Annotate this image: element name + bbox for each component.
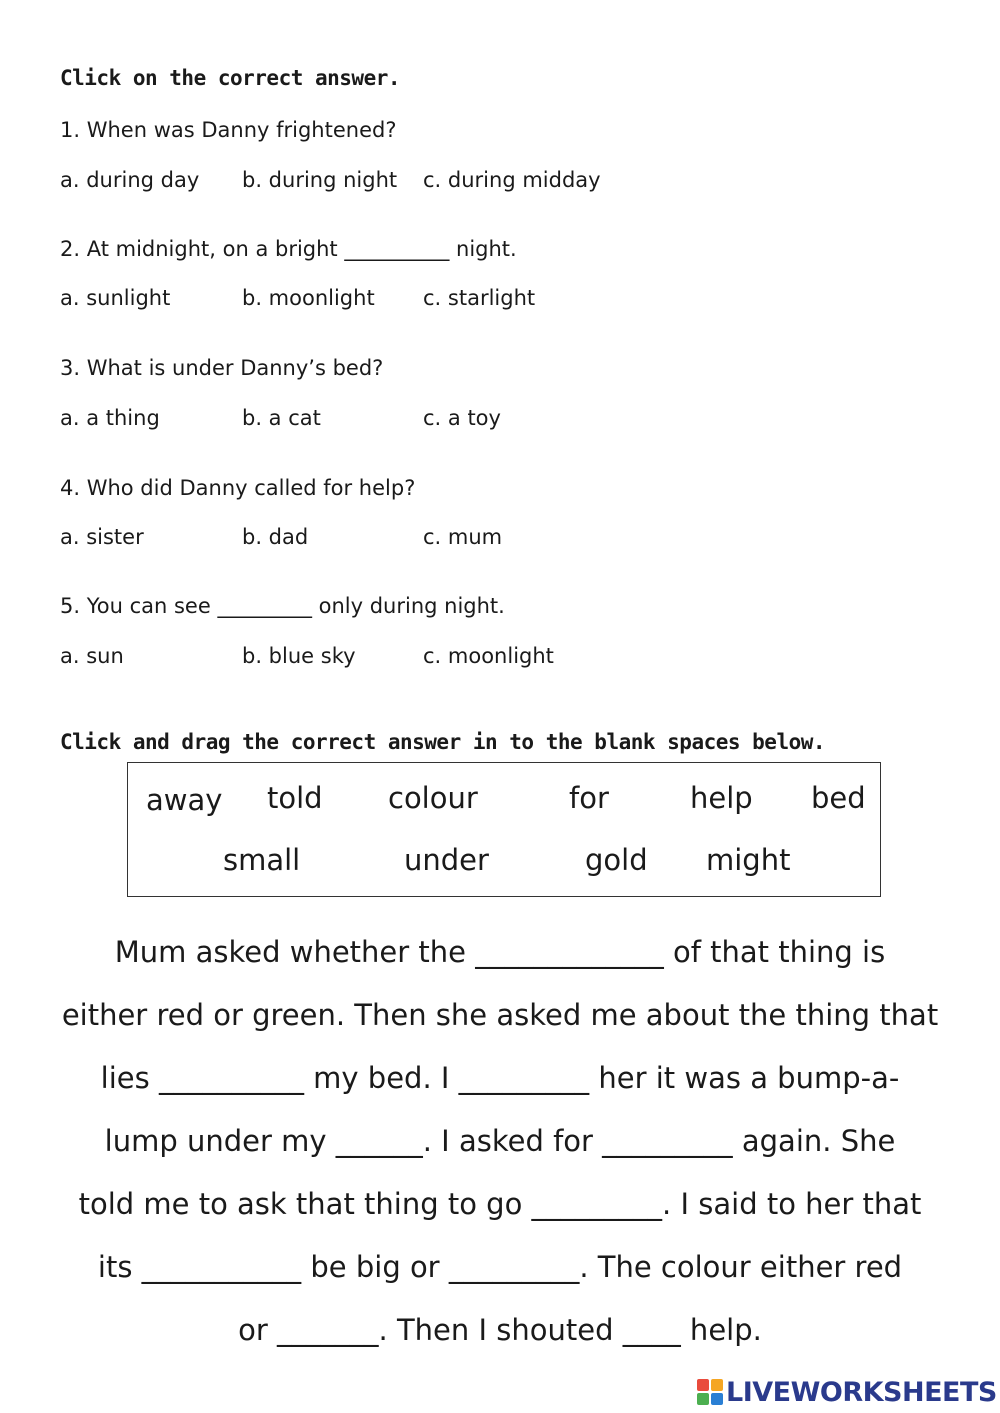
word-bank-item[interactable]: for xyxy=(569,781,609,815)
q4-option-b[interactable]: b. dad xyxy=(242,525,309,549)
word-bank-item[interactable]: colour xyxy=(388,781,478,815)
q2-option-b[interactable]: b. moonlight xyxy=(242,286,375,310)
q1-option-b[interactable]: b. during night xyxy=(242,168,398,192)
question-1: 1. When was Danny frightened? xyxy=(60,118,397,142)
passage-line: or _______. Then I shouted ____ help. xyxy=(238,1313,762,1347)
logo-square xyxy=(711,1379,723,1391)
q3-option-c[interactable]: c. a toy xyxy=(423,406,501,430)
question-4: 4. Who did Danny called for help? xyxy=(60,476,416,500)
section1-instruction: Click on the correct answer. xyxy=(60,66,401,90)
word-bank-item[interactable]: help xyxy=(690,781,753,815)
logo-mark-icon xyxy=(697,1379,723,1405)
word-bank xyxy=(127,762,881,897)
word-bank-item[interactable]: bed xyxy=(811,781,866,815)
word-bank-item[interactable]: away xyxy=(146,783,223,817)
q3-option-b[interactable]: b. a cat xyxy=(242,406,321,430)
q2-option-a[interactable]: a. sunlight xyxy=(60,286,171,310)
passage-line: either red or green. Then she asked me about the thing that xyxy=(61,998,939,1032)
word-bank-item[interactable]: might xyxy=(706,843,791,877)
word-bank-item[interactable]: told xyxy=(267,781,323,815)
liveworksheets-logo xyxy=(697,1375,997,1409)
q5-option-c[interactable]: c. moonlight xyxy=(423,644,554,668)
passage-line: its ___________ be big or _________. The colour either red xyxy=(97,1250,903,1284)
question-3: 3. What is under Danny’s bed? xyxy=(60,356,384,380)
logo-square xyxy=(711,1393,723,1405)
logo-text: LIVEWORKSHEETS xyxy=(726,1376,997,1408)
q1-option-c[interactable]: c. during midday xyxy=(423,168,601,192)
q5-option-b[interactable]: b. blue sky xyxy=(242,644,356,668)
q2-option-c[interactable]: c. starlight xyxy=(423,286,536,310)
passage-line: told me to ask that thing to go _________. I said to her that xyxy=(78,1187,922,1221)
question-5: 5. You can see _________ only during night. xyxy=(60,594,505,618)
logo-square xyxy=(697,1379,709,1391)
q5-option-a[interactable]: a. sun xyxy=(60,644,124,668)
passage-line: lump under my ______. I asked for _________ again. She xyxy=(104,1124,896,1158)
word-bank-item[interactable]: small xyxy=(223,843,301,877)
q1-option-a[interactable]: a. during day xyxy=(60,168,200,192)
logo-square xyxy=(697,1393,709,1405)
section2-instruction: Click and drag the correct answer in to the blank spaces below. xyxy=(60,730,826,754)
q3-option-a[interactable]: a. a thing xyxy=(60,406,160,430)
question-2: 2. At midnight, on a bright __________ night. xyxy=(60,237,517,261)
q4-option-c[interactable]: c. mum xyxy=(423,525,503,549)
word-bank-item[interactable]: gold xyxy=(585,843,648,877)
word-bank-item[interactable]: under xyxy=(404,843,489,877)
passage-line: Mum asked whether the _____________ of that thing is xyxy=(114,935,886,969)
q4-option-a[interactable]: a. sister xyxy=(60,525,144,549)
passage-line: lies __________ my bed. I _________ her it was a bump-a- xyxy=(100,1061,900,1095)
